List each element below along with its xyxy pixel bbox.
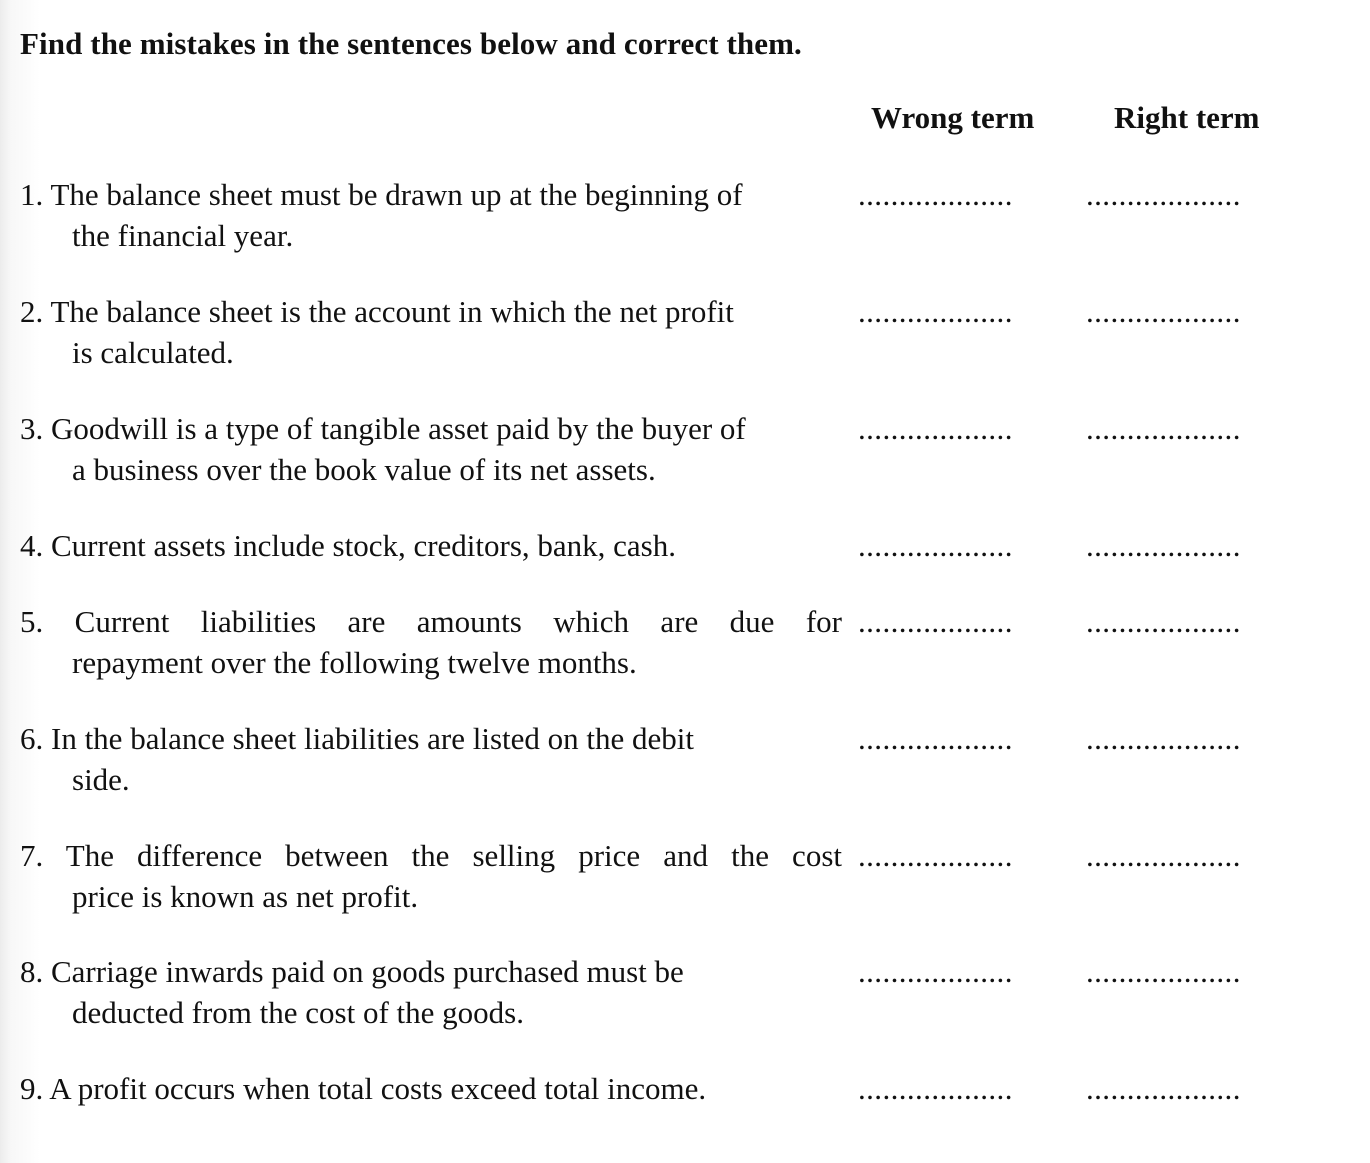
exercise-item-9 (20, 1068, 1241, 1109)
exercise-item-5 (20, 601, 1241, 683)
exercise-item-4 (20, 525, 1241, 566)
item-text-line-2: price is known as net profit. (72, 879, 419, 914)
right-term-blank[interactable]: ................... (1086, 411, 1241, 446)
item-text-line-2: deducted from the cost of the goods. (72, 995, 524, 1030)
item-text-line-1: 7. The difference between the selling price and the cost (20, 838, 842, 873)
wrong-term-blank[interactable]: ................... (858, 528, 1013, 563)
wrong-term-blank[interactable]: ................... (858, 411, 1013, 446)
exercise-instruction: Find the mistakes in the sentences below and correct them. (20, 26, 802, 61)
right-term-blank[interactable]: ................... (1086, 954, 1241, 989)
item-text-line-1: 4. Current assets include stock, creditors, bank, cash. (20, 528, 676, 563)
wrong-term-blank[interactable]: ................... (858, 1071, 1013, 1106)
right-term-blank[interactable]: ................... (1086, 721, 1241, 756)
item-text-line-2: a business over the book value of its net assets. (72, 452, 656, 487)
wrong-term-blank[interactable]: ................... (858, 177, 1013, 212)
wrong-term-blank[interactable]: ................... (858, 838, 1013, 873)
right-term-blank[interactable]: ................... (1086, 604, 1241, 639)
exercise-item-6 (20, 718, 1241, 800)
item-text-line-2: is calculated. (72, 335, 234, 370)
exercise-item-2 (20, 291, 1241, 373)
item-text-line-1: 9. A profit occurs when total costs exceed total income. (20, 1071, 707, 1106)
column-header-wrong-term: Wrong term (871, 100, 1035, 135)
item-text-line-1: 3. Goodwill is a type of tangible asset paid by the buyer of (20, 411, 746, 446)
item-text-line-1: 6. In the balance sheet liabilities are listed on the debit (20, 721, 695, 756)
column-header-right-term: Right term (1114, 100, 1260, 135)
item-text-line-2: side. (72, 762, 130, 797)
item-text-line-2: the financial year. (72, 218, 294, 253)
item-text-line-1: 2. The balance sheet is the account in which the net profit (20, 294, 734, 329)
item-text-line-1: 1. The balance sheet must be drawn up at the beginning of (20, 177, 743, 212)
item-text-line-2: repayment over the following twelve months. (72, 645, 637, 680)
exercise-item-8 (20, 951, 1241, 1033)
wrong-term-blank[interactable]: ................... (858, 294, 1013, 329)
right-term-blank[interactable]: ................... (1086, 838, 1241, 873)
exercise-item-1 (20, 174, 1241, 256)
item-text-line-1: 5. Current liabilities are amounts which are due for (20, 604, 842, 639)
item-text-line-1: 8. Carriage inwards paid on goods purchased must be (20, 954, 684, 989)
exercise-item-3 (20, 408, 1241, 490)
wrong-term-blank[interactable]: ................... (858, 954, 1013, 989)
right-term-blank[interactable]: ................... (1086, 294, 1241, 329)
right-term-blank[interactable]: ................... (1086, 177, 1241, 212)
wrong-term-blank[interactable]: ................... (858, 604, 1013, 639)
right-term-blank[interactable]: ................... (1086, 528, 1241, 563)
wrong-term-blank[interactable]: ................... (858, 721, 1013, 756)
exercise-item-7 (20, 835, 1241, 917)
right-term-blank[interactable]: ................... (1086, 1071, 1241, 1106)
